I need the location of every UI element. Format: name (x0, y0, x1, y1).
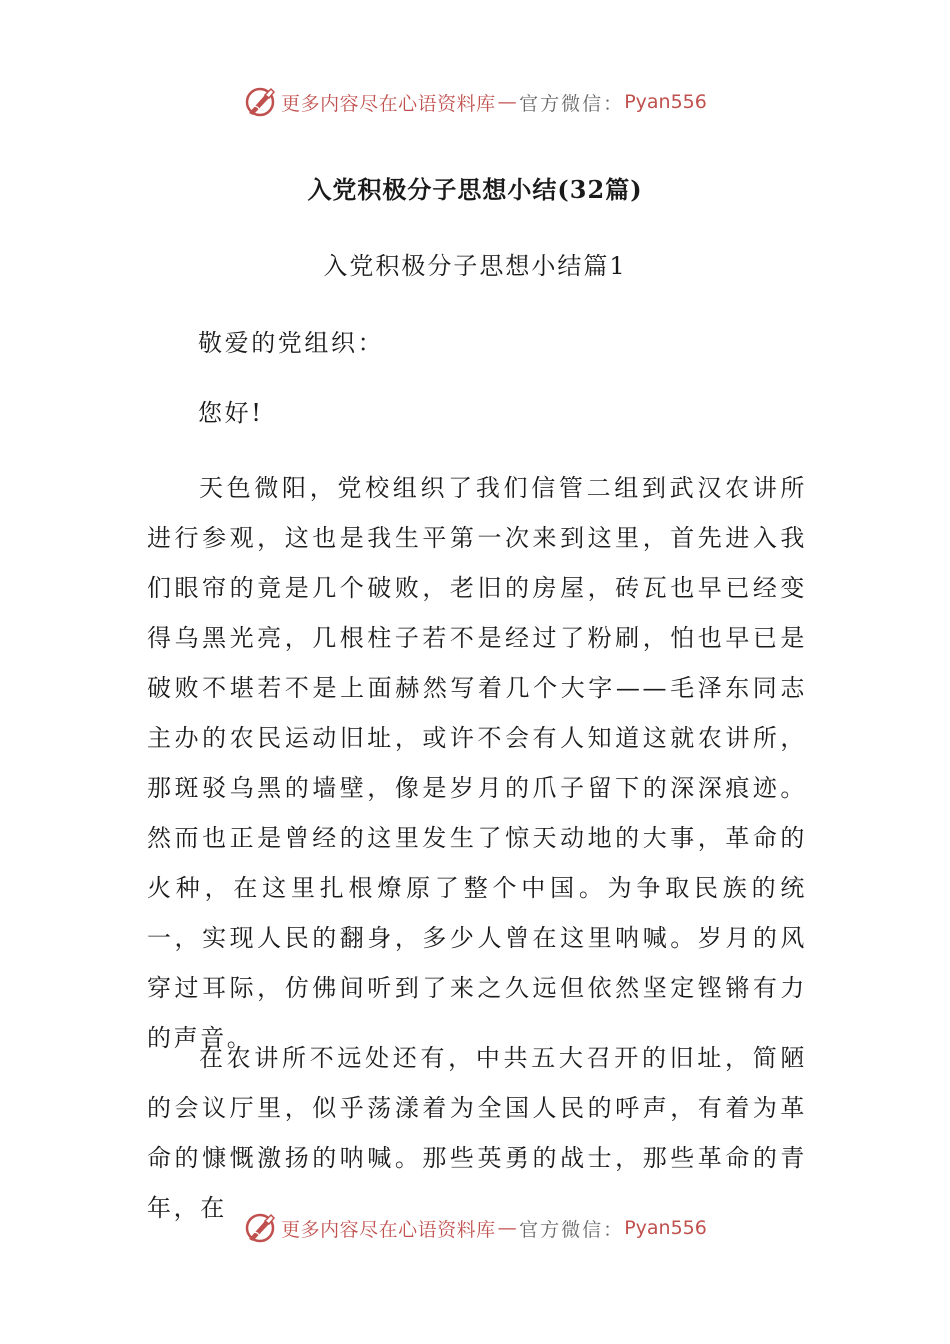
pen-logo-icon (243, 1211, 277, 1245)
banner-separator: — (497, 91, 518, 113)
paragraph: 在农讲所不远处还有，中共五大召开的旧址，简陋的会议厅里，似乎荡漾着为全国人民的呼声，有着为革命的慷慨激扬的呐喊。那些英勇的战士，那些革命的青年，在 (147, 1044, 807, 1222)
banner-wechat-id: Pyan556 (624, 91, 707, 113)
salutation: 敬爱的党组织： (198, 329, 385, 357)
banner-wechat-label: 官方微信： (519, 1218, 625, 1241)
banner-text: 更多内容尽在心语资料库 (281, 1218, 496, 1241)
banner-text: 更多内容尽在心语资料库 (281, 92, 496, 115)
banner-wechat-id: Pyan556 (624, 1217, 707, 1239)
banner-separator: — (497, 1217, 518, 1239)
greeting: 您好! (198, 399, 264, 427)
header-banner (0, 82, 950, 122)
footer-banner (0, 1208, 950, 1248)
section-title: 入党积极分子思想小结篇1 (323, 252, 627, 280)
banner-wechat-label: 官方微信： (519, 92, 625, 115)
document-title: 入党积极分子思想小结(32篇) (307, 175, 643, 204)
paragraph: 天色微阳，党校组织了我们信管二组到武汉农讲所进行参观，这也是我生平第一次来到这里，首先进入我们眼帘的竟是几个破败，老旧的房屋，砖瓦也早已经变得乌黑光亮，几根柱子若不是经过了粉刷，怕也早已是破败不堪若不是上面赫然写着几个大字——毛泽东同志主办的农民运动旧址，或许不会有人知道这就农讲所，那斑驳乌黑的墙壁，像是岁月的爪子留下的深深痕迹。然而也正是曾经的这里发生了惊天动地的大事，革命的火种，在这里扎根燎原了整个中国。为争取民族的统一，实现人民的翻身，多少人曾在这里呐喊。岁月的风穿过耳际，仿佛间听到了来之久远但依然坚定铿锵有力的声音。 (147, 474, 807, 1052)
pen-logo-icon (243, 85, 277, 119)
